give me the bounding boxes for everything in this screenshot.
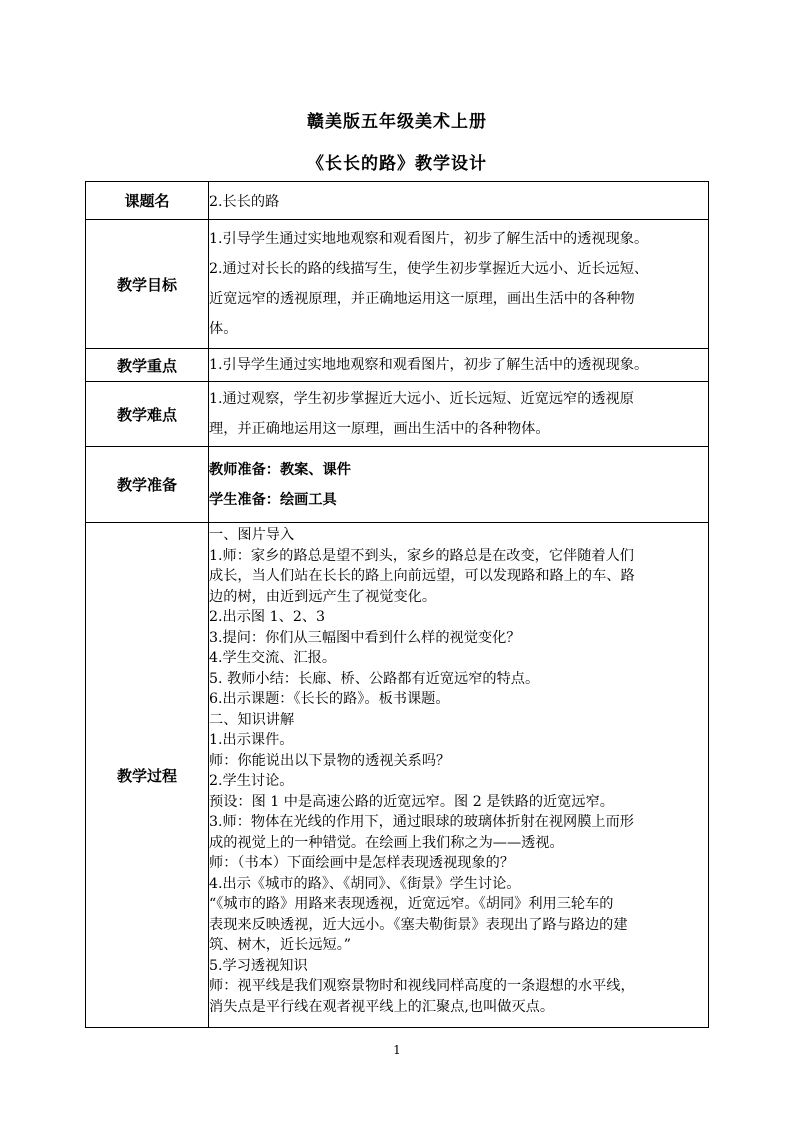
key-points-line: 1.引导学生通过实地地观察和观看图片，初步了解生活中的透视现象。 — [209, 357, 649, 373]
process-content — [209, 523, 709, 1028]
topic-value: 2.长长的路 — [209, 182, 709, 220]
lesson-plan-table — [85, 181, 709, 1028]
table-row-difficulties — [86, 382, 709, 447]
preparation-label: 教学准备 — [86, 447, 209, 523]
process-line: 师：（书本）下面绘画中是怎样表现透视现象的？ — [209, 855, 515, 871]
table-row-goals — [86, 220, 709, 349]
preparation-line: 学生准备：绘画工具 — [209, 491, 337, 508]
key-points-label: 教学重点 — [86, 349, 209, 382]
goals-line: 近宽远窄的透视原理，并正确地运用这一原理，画出生活中的各种物 — [209, 291, 635, 307]
process-line: 表现来反映透视，近大远小。《塞夫勒街景》表现出了路与路边的建 — [209, 916, 628, 933]
process-line: 成的视觉上的一种错觉。在绘画上我们称之为——透视。 — [209, 834, 564, 851]
goals-line: 2.通过对长长的路的线描写生，使学生初步掌握近大远小、近长远短、 — [209, 261, 649, 277]
process-line: 一、图片导入 — [209, 527, 295, 543]
goals-content — [209, 220, 709, 349]
process-line: 3.师：物体在光线的作用下，通过眼球的玻璃体折射在视网膜上而形 — [209, 814, 634, 830]
process-line: 二、知识讲解 — [209, 711, 295, 728]
difficulties-line: 理，并正确地运用这一原理，画出生活中的各种物体。 — [209, 421, 550, 437]
process-line: “《城市的路》用路来表现透视，近宽远窄。《胡同》利用三轮车的 — [209, 896, 614, 912]
process-label: 教学过程 — [86, 523, 209, 1028]
process-line: 5.学习透视知识 — [209, 957, 308, 974]
difficulties-label: 教学难点 — [86, 382, 209, 447]
process-line: 1.师：家乡的路总是望不到头，家乡的路总是在改变，它伴随着人们 — [209, 547, 634, 564]
table-row-preparation — [86, 447, 709, 523]
document-title: 赣美版五年级美术上册 — [307, 112, 487, 132]
document-subtitle: 《长长的路》教学设计 — [307, 154, 487, 174]
process-line: 3.提问：你们从三幅图中看到什么样的视觉变化？ — [209, 629, 521, 646]
table-row-process — [86, 523, 709, 1028]
process-line: 师：你能说出以下景物的透视关系吗？ — [209, 752, 451, 769]
goals-line: 体。 — [209, 321, 238, 337]
preparation-line: 教师准备：教案、课件 — [209, 461, 351, 478]
difficulties-content — [209, 382, 709, 447]
table-row-topic — [86, 182, 709, 220]
process-line: 成长，当人们站在长长的路上向前远望，可以发现路和路上的车、路 — [209, 568, 635, 584]
process-line: 6.出示课题：《长长的路》。板书课题。 — [209, 691, 450, 707]
process-line: 消失点是平行线在观者视平线上的汇聚点,也叫做灭点。 — [209, 998, 555, 1015]
process-line: 2.学生讨论。 — [209, 773, 294, 789]
process-line: 边的树，由近到远产生了视觉变化。 — [209, 588, 437, 605]
process-line: 4.学生交流、汇报。 — [209, 650, 337, 666]
difficulties-line: 1.通过观察，学生初步掌握近大远小、近长远短、近宽远窄的透视原 — [209, 391, 634, 407]
process-line: 4.出示《城市的路》、《胡同》、《街景》学生讨论。 — [209, 875, 521, 892]
preparation-content — [209, 447, 709, 523]
key-points-content — [209, 349, 709, 382]
process-line: 1.出示课件。 — [209, 732, 294, 748]
process-line: 筑、树木，近长远短。” — [209, 937, 352, 953]
table-row-key-points — [86, 349, 709, 382]
process-line: 2.出示图 1、2、3 — [209, 609, 326, 625]
topic-label: 课题名 — [86, 182, 209, 220]
page-number: 1 — [393, 1043, 401, 1057]
process-line: 师：视平线是我们观察景物时和视线同样高度的一条遐想的水平线， — [209, 978, 635, 994]
goals-label: 教学目标 — [86, 220, 209, 349]
goals-line: 1.引导学生通过实地地观察和观看图片，初步了解生活中的透视现象。 — [209, 231, 649, 247]
process-line: 5. 教师小结：长廊、桥、公路都有近宽远窄的特点。 — [209, 670, 540, 687]
process-line: 预设：图 1 中是高速公路的近宽远窄。图 2 是铁路的近宽远窄。 — [209, 793, 614, 810]
